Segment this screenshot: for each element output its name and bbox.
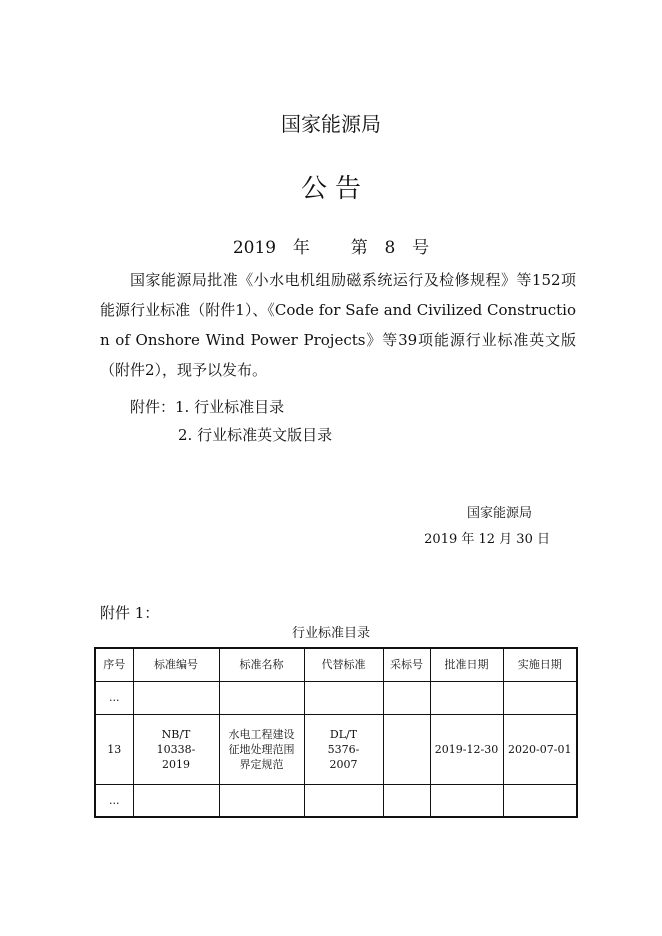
table-header-row: [95, 648, 577, 681]
table-title: 行业标准目录: [291, 626, 370, 641]
table-cell: [304, 784, 383, 817]
column-header-effective-date: 实施日期: [503, 648, 577, 681]
table-cell: [383, 714, 430, 784]
column-header-replaced-standard: 代替标准: [304, 648, 383, 681]
table-cell: 2019-12-30: [430, 714, 503, 784]
column-header-standard-no: 标准编号: [133, 648, 219, 681]
attachment-list: [130, 393, 550, 421]
table-row: [95, 714, 577, 784]
signature-date: 2019 年 12 月 30 日: [424, 532, 550, 547]
appendix-label: 附件 1：: [100, 604, 160, 622]
attachment-item-1: 1. 行业标准目录: [175, 398, 285, 416]
table-cell: [430, 681, 503, 714]
notice-number: [0, 233, 662, 258]
table-cell: [219, 681, 304, 714]
table-cell: [304, 681, 383, 714]
notice-number-value: 8: [384, 238, 396, 258]
table-row: [95, 681, 577, 714]
table-cell: [383, 784, 430, 817]
issuing-agency-heading: 国家能源局: [281, 112, 381, 136]
table-cell: NB/T 10338-2019: [133, 714, 219, 784]
standards-table: [94, 647, 578, 818]
notice-title: 公告: [300, 174, 369, 204]
table-cell: [133, 784, 219, 817]
notice-year-unit: 年: [292, 238, 310, 258]
table-cell: [430, 784, 503, 817]
table-cell: [219, 784, 304, 817]
table-cell: [383, 681, 430, 714]
table-cell: ...: [95, 784, 133, 817]
table-cell: 水电工程建设征地处理范围界定规范: [219, 714, 304, 784]
notice-number-prefix: 第: [350, 238, 368, 258]
table-cell: 13: [95, 714, 133, 784]
signature-agency: 国家能源局: [467, 506, 533, 521]
notice-year: 2019: [232, 238, 277, 258]
column-header-adopted-no: 采标号: [383, 648, 430, 681]
table-cell: DL/T 5376-2007: [304, 714, 383, 784]
column-header-approval-date: 批准日期: [430, 648, 503, 681]
table-cell: [503, 681, 577, 714]
announcement-paragraph: 国家能源局批准《小水电机组励磁系统运行及检修规程》等152项能源行业标准（附件1）、《Code for Safe and Civilized Construction of Onshore Wind Power Projects》等39项能源行业标准英文版（附件2），现予以发布。: [100, 271, 576, 379]
column-header-seq: 序号: [95, 648, 133, 681]
table-cell: [133, 681, 219, 714]
attachment-item-2: 2. 行业标准英文版目录: [178, 426, 333, 444]
table-cell: 2020-07-01: [503, 714, 577, 784]
table-cell: [503, 784, 577, 817]
table-cell: ...: [95, 681, 133, 714]
table-row: [95, 784, 577, 817]
notice-number-suffix: 号: [412, 238, 430, 258]
attachment-label: 附件：: [130, 398, 176, 416]
column-header-standard-name: 标准名称: [219, 648, 304, 681]
